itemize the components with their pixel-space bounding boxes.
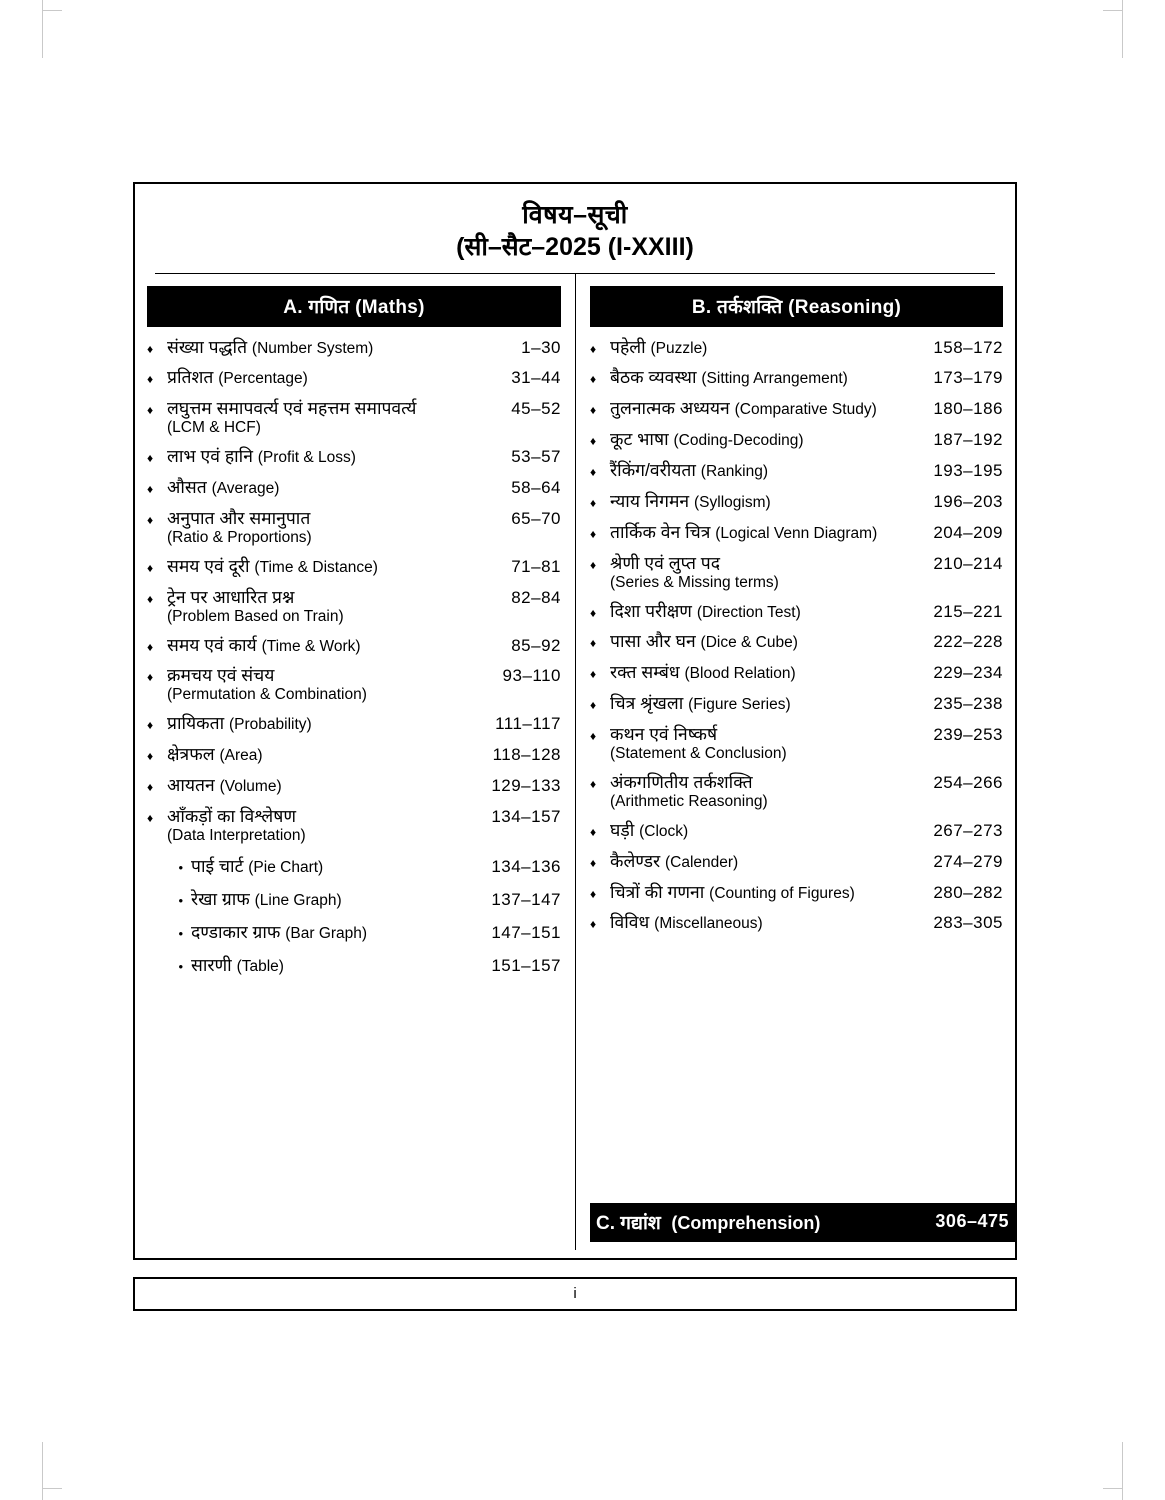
scan-edge-mark-top-right (1121, 0, 1123, 58)
toc-entry-pages: 147–151 (491, 922, 561, 942)
diamond-bullet-icon: ♦ (147, 639, 154, 654)
diamond-bullet-icon: ♦ (147, 512, 154, 527)
toc-entry-continuation: (Arithmetic Reasoning) (610, 792, 768, 810)
diamond-bullet-icon: ♦ (147, 560, 154, 575)
scan-edge-mark-bottom-left (42, 1442, 44, 1500)
dot-bullet-icon: • (178, 958, 183, 974)
list-item[interactable] (590, 337, 1003, 359)
toc-entry-title: दण्डाकार ग्राफ (Bar Graph) (191, 921, 368, 942)
list-item[interactable] (147, 508, 561, 530)
diamond-bullet-icon: ♦ (590, 434, 597, 449)
toc-entry-pages: 210–214 (933, 553, 1003, 573)
toc-entry-title: प्रतिशत (Percentage) (167, 367, 308, 388)
toc-entry-pages: 180–186 (933, 399, 1003, 419)
toc-columns (135, 274, 1015, 1250)
diamond-bullet-icon: ♦ (590, 886, 597, 901)
toc-entry-pages: 204–209 (933, 522, 1003, 542)
scan-crop-mark-top-left (42, 10, 62, 12)
toc-entry-pages: 85–92 (511, 635, 561, 655)
list-item[interactable] (590, 429, 1003, 451)
toc-list-maths (147, 327, 561, 977)
toc-entry-title: रेखा ग्राफ (Line Graph) (191, 888, 342, 909)
diamond-bullet-icon: ♦ (590, 917, 597, 932)
list-item[interactable] (147, 556, 561, 578)
toc-entry-pages: 53–57 (511, 447, 561, 467)
toc-entry-title: प्रायिकता (Probability) (167, 713, 312, 734)
list-item[interactable] (590, 522, 1003, 544)
comprehension-pages: 306–475 (935, 1211, 1009, 1231)
diamond-bullet-icon: ♦ (590, 776, 597, 791)
diamond-bullet-icon: ♦ (590, 526, 597, 541)
toc-entry-title: श्रेणी एवं लुप्त पद (610, 552, 721, 573)
dot-bullet-icon: • (178, 925, 183, 941)
diamond-bullet-icon: ♦ (147, 341, 154, 356)
list-item[interactable] (590, 912, 1003, 934)
scan-crop-mark-bottom-right (1103, 1488, 1123, 1490)
toc-entry-title: संख्या पद्धति (Number System) (167, 336, 374, 357)
toc-entry-continuation: (Ratio & Proportions) (167, 528, 312, 546)
list-item[interactable] (147, 953, 561, 977)
toc-entry-continuation: (Series & Missing terms) (610, 573, 779, 591)
toc-entry-pages: 173–179 (933, 368, 1003, 388)
toc-entry-title: अनुपात और समानुपात (167, 507, 311, 528)
toc-entry-title: कूट भाषा (Coding-Decoding) (610, 429, 804, 450)
list-item[interactable] (590, 693, 1003, 715)
dot-bullet-icon: • (178, 892, 183, 908)
toc-entry-continuation: (LCM & HCF) (167, 419, 261, 437)
toc-entry-title: न्याय निगमन (Syllogism) (610, 490, 771, 511)
list-item[interactable] (147, 665, 561, 687)
diamond-bullet-icon: ♦ (147, 780, 154, 794)
toc-entry-title: पाई चार्ट (Pie Chart) (191, 855, 324, 876)
toc-entry-title: लाभ एवं हानि (Profit & Loss) (167, 446, 356, 467)
scan-edge-mark-top-left (42, 0, 44, 58)
toc-entry-pages: 215–221 (933, 601, 1003, 621)
page-subtitle: (सी–सैट–2025 (I-XXIII) (456, 233, 694, 262)
list-item[interactable] (590, 460, 1003, 482)
toc-entry-pages: 229–234 (933, 663, 1003, 683)
toc-entry-pages: 283–305 (933, 913, 1003, 933)
list-item[interactable] (590, 491, 1003, 513)
list-item[interactable] (590, 882, 1003, 904)
section-heading-reasoning: B. तर्कशक्ति (Reasoning) (590, 286, 1003, 327)
toc-entry-continuation: (Permutation & Combination) (167, 686, 367, 704)
diamond-bullet-icon: ♦ (590, 698, 597, 713)
toc-entry-pages: 134–136 (491, 856, 561, 876)
toc-entry-pages: 193–195 (933, 461, 1003, 480)
diamond-bullet-icon: ♦ (147, 591, 154, 606)
list-item[interactable] (590, 820, 1003, 842)
diamond-bullet-icon: ♦ (590, 372, 597, 387)
toc-entry-pages: 129–133 (491, 776, 561, 795)
toc-entry-pages: 196–203 (933, 491, 1003, 511)
page-title-block (135, 184, 1015, 264)
section-heading-maths: A. गणित (Maths) (147, 286, 561, 327)
list-item[interactable] (147, 367, 561, 389)
toc-entry-title: घड़ी (Clock) (610, 819, 689, 840)
toc-entry-pages: 71–81 (511, 556, 561, 576)
diamond-bullet-icon: ♦ (590, 636, 597, 651)
toc-entry-pages: 111–117 (495, 714, 561, 734)
toc-entry-title: चित्रों की गणना (Counting of Figures) (610, 881, 855, 902)
list-item[interactable] (147, 775, 561, 797)
toc-entry-title: सारणी (Table) (191, 954, 284, 975)
toc-entry-title: ट्रेन पर आधारित प्रश्न (167, 586, 295, 607)
diamond-bullet-icon: ♦ (147, 451, 154, 466)
toc-entry-pages: 235–238 (933, 694, 1003, 714)
diamond-bullet-icon: ♦ (147, 403, 154, 418)
toc-column-reasoning (575, 274, 1015, 1250)
toc-entry-pages: 239–253 (933, 725, 1003, 744)
list-item[interactable] (590, 851, 1003, 873)
table-of-contents-page (133, 182, 1017, 1260)
toc-entry-title: दिशा परीक्षण (Direction Test) (610, 600, 801, 621)
toc-entry-title: कथन एवं निष्कर्ष (610, 724, 718, 744)
toc-entry-title: कैलेण्डर (Calender) (610, 850, 739, 871)
list-item[interactable] (590, 398, 1003, 420)
diamond-bullet-icon: ♦ (590, 824, 597, 839)
toc-list-reasoning (590, 327, 1003, 935)
toc-entry-pages: 158–172 (933, 337, 1003, 357)
diamond-bullet-icon: ♦ (590, 341, 597, 356)
list-item[interactable] (147, 635, 561, 657)
list-item[interactable] (590, 553, 1003, 575)
toc-entry-title: तुलनात्मक अध्ययन (Comparative Study) (610, 398, 877, 419)
toc-entry-title: चित्र श्रृंखला (Figure Series) (610, 693, 791, 714)
list-item[interactable] (147, 398, 561, 420)
toc-entry-title: औसत (Average) (167, 477, 280, 497)
diamond-bullet-icon: ♦ (147, 372, 154, 387)
page-footer (133, 1277, 1017, 1311)
toc-entry-pages: 137–147 (491, 889, 561, 909)
scan-crop-mark-top-right (1103, 10, 1123, 12)
toc-entry-pages: 31–44 (511, 368, 561, 388)
list-item[interactable] (590, 601, 1003, 623)
toc-entry-title: क्रमचय एवं संचय (167, 665, 275, 686)
toc-entry-pages: 151–157 (491, 955, 561, 975)
diamond-bullet-icon: ♦ (590, 855, 597, 870)
list-item[interactable] (147, 887, 561, 911)
toc-entry-title: अंकगणितीय तर्कशक्ति (610, 771, 753, 792)
toc-entry-pages: 93–110 (502, 666, 561, 686)
dot-bullet-icon: • (178, 859, 183, 875)
diamond-bullet-icon: ♦ (147, 749, 154, 764)
list-item[interactable] (590, 631, 1003, 653)
list-item[interactable] (590, 724, 1003, 746)
toc-entry-pages: 187–192 (933, 430, 1003, 450)
toc-entry-title: पासा और घन (Dice & Cube) (610, 631, 798, 652)
toc-entry-pages: 222–228 (933, 632, 1003, 652)
toc-entry-pages: 45–52 (511, 399, 561, 419)
toc-entry-title: बैठक व्यवस्था (Sitting Arrangement) (610, 367, 848, 388)
list-item[interactable] (147, 477, 561, 499)
list-item[interactable] (147, 446, 561, 468)
toc-column-maths (135, 274, 575, 1250)
toc-entry-title: विविध (Miscellaneous) (610, 912, 763, 933)
list-item[interactable] (147, 806, 561, 828)
diamond-bullet-icon: ♦ (147, 670, 154, 685)
diamond-bullet-icon: ♦ (590, 465, 597, 479)
toc-entry-pages: 280–282 (933, 882, 1003, 902)
list-item[interactable] (147, 337, 561, 359)
toc-entry-title: पहेली (Puzzle) (610, 336, 708, 357)
toc-entry-continuation: (Data Interpretation) (167, 826, 306, 844)
scan-crop-mark-bottom-left (42, 1488, 62, 1490)
list-item[interactable] (147, 854, 561, 878)
toc-entry-pages: 254–266 (933, 772, 1003, 792)
diamond-bullet-icon: ♦ (590, 495, 597, 510)
toc-entry-continuation: (Problem Based on Train) (167, 607, 344, 625)
diamond-bullet-icon: ♦ (590, 729, 597, 743)
toc-entry-title: समय एवं कार्य (Time & Work) (167, 634, 361, 655)
diamond-bullet-icon: ♦ (590, 557, 597, 572)
toc-entry-pages: 118–128 (492, 745, 561, 765)
toc-entry-title: आँकड़ों का विश्लेषण (167, 805, 297, 826)
toc-entry-title: तार्किक वेन चित्र (Logical Venn Diagram) (610, 521, 878, 542)
toc-entry-title: समय एवं दूरी (Time & Distance) (167, 555, 378, 576)
diamond-bullet-icon: ♦ (590, 667, 597, 682)
comprehension-label: C. गद्यांश (Comprehension) (596, 1212, 821, 1234)
diamond-bullet-icon: ♦ (147, 482, 154, 496)
list-item[interactable] (147, 920, 561, 944)
page-title: विषय–सूची (522, 201, 628, 229)
toc-entry-pages: 58–64 (511, 478, 561, 497)
toc-entry-pages: 134–157 (491, 806, 561, 826)
toc-entry-title: लघुत्तम समापवर्त्य एवं महत्तम समापवर्त्य (167, 398, 417, 419)
list-item[interactable] (590, 772, 1003, 794)
toc-entry-title: क्षेत्रफल (Area) (167, 744, 263, 765)
diamond-bullet-icon: ♦ (590, 605, 597, 620)
diamond-bullet-icon: ♦ (147, 718, 154, 733)
toc-entry-pages: 1–30 (521, 337, 561, 357)
toc-entry-title: रैंकिंग/वरीयता (Ranking) (610, 460, 768, 480)
toc-entry-pages: 274–279 (933, 851, 1003, 871)
toc-entry-continuation: (Statement & Conclusion) (610, 744, 787, 762)
toc-entry-pages: 65–70 (511, 508, 561, 528)
toc-entry-title: आयतन (Volume) (167, 775, 282, 795)
diamond-bullet-icon: ♦ (147, 810, 154, 825)
toc-entry-pages: 82–84 (511, 587, 561, 607)
diamond-bullet-icon: ♦ (590, 403, 597, 418)
list-item[interactable] (147, 587, 561, 609)
list-item[interactable] (147, 744, 561, 766)
list-item[interactable] (590, 662, 1003, 684)
list-item[interactable] (590, 367, 1003, 389)
scan-edge-mark-bottom-right (1121, 1442, 1123, 1500)
section-heading-comprehension[interactable] (590, 1203, 1015, 1242)
toc-entry-pages: 267–273 (933, 820, 1003, 840)
list-item[interactable] (147, 713, 561, 735)
toc-entry-title: रक्त सम्बंध (Blood Relation) (610, 662, 796, 683)
page-number: i (573, 1285, 577, 1302)
